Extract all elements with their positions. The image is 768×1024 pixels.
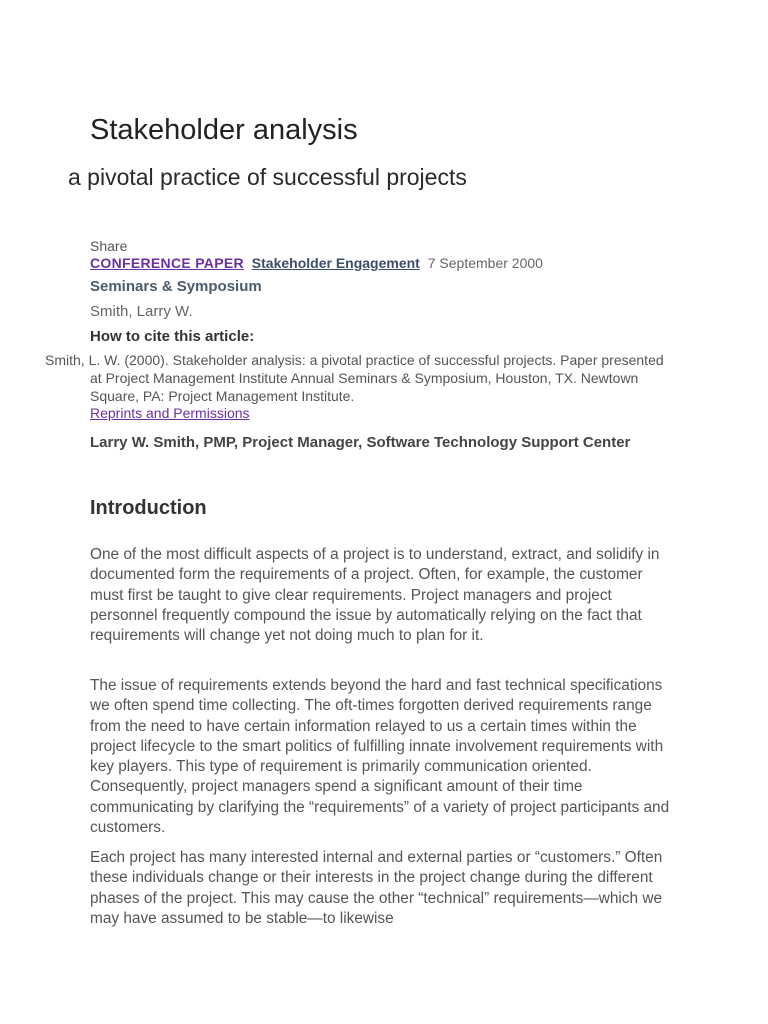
author-byline: Larry W. Smith, PMP, Project Manager, Software Technology Support Center	[90, 434, 631, 451]
publication-source: Seminars & Symposium	[90, 278, 262, 295]
section-heading-introduction: Introduction	[90, 497, 207, 519]
body-paragraph: The issue of requirements extends beyond the hard and fast technical specifications we often spend time collecting. The oft-times forgotten derived requirements range from the need to have certain information relayed to us a certain times within the project lifecycle to the smart politics of fulfilling innate involvement requirements with key players. This type of requirement is primarily communication oriented. Consequently, project managers spend a significant amount of their time communicating by clarifying the “requirements” of a variety of project participants and customers.	[90, 677, 670, 837]
reprints-permissions-link[interactable]: Reprints and Permissions	[90, 405, 250, 421]
author-name: Smith, Larry W.	[90, 303, 193, 320]
citation-text: Smith, L. W. (2000). Stakeholder analysis: a pivotal practice of successful projects. Paper presented at Project Management Institute Annual Seminars & Symposium, Houston, TX. Newtown Square, PA: Project Management Institute.	[45, 352, 664, 404]
article-meta	[90, 255, 543, 271]
article-subtitle: a pivotal practice of successful projects	[68, 164, 467, 190]
body-paragraph: Each project has many interested internal and external parties or “customers.” Often these individuals change or their interests in the project change during the different phases of the project. This may cause the other “technical” requirements—which we may have assumed to be stable—to likewise	[90, 849, 663, 927]
body-paragraph: One of the most difficult aspects of a project is to understand, extract, and solidify in documented form the requirements of a project. Often, for example, the customer must first be taught to give clear requirements. Project managers and project personnel frequently compound the issue by automatically relying on the fact that requirements will change yet not doing much to plan for it.	[90, 546, 660, 645]
topic-tag-stakeholder-engagement[interactable]: Stakeholder Engagement	[251, 255, 420, 271]
conference-paper-tag[interactable]: CONFERENCE PAPER	[90, 255, 244, 271]
article-title: Stakeholder analysis	[90, 114, 358, 146]
cite-heading: How to cite this article:	[90, 328, 255, 345]
share-link[interactable]: Share	[90, 238, 128, 254]
publish-date: 7 September 2000	[427, 255, 543, 271]
